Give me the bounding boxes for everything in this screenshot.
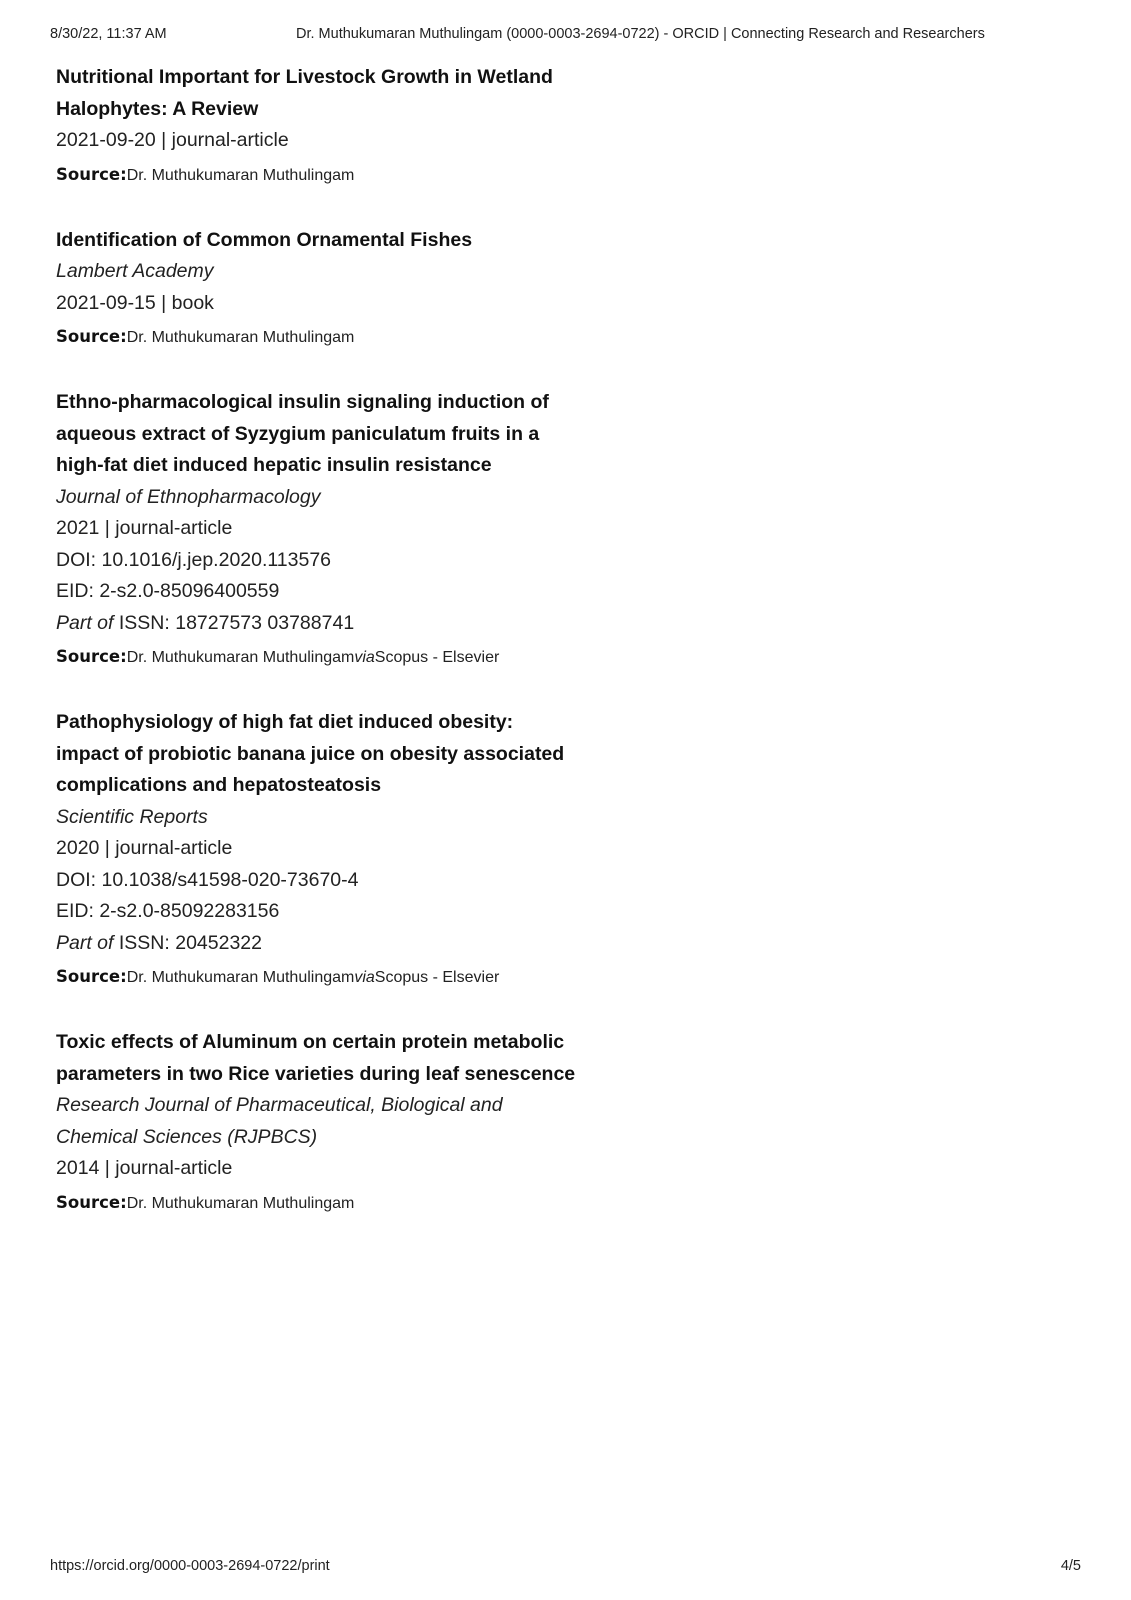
- work-source: [56, 643, 616, 672]
- work-title: [56, 387, 616, 482]
- work-title-line: complications and hepatosteatosis: [56, 774, 382, 796]
- work-journal-line: Scientific Reports: [56, 805, 208, 828]
- work-journal: [56, 1090, 616, 1153]
- via-source: Scopus - Elsevier: [374, 649, 500, 666]
- print-header: [50, 26, 1081, 46]
- works-list: [56, 62, 616, 1253]
- work-item: [56, 225, 616, 353]
- work-date-type: 2020 | journal-article: [56, 837, 233, 859]
- source-name: Dr. Muthukumaran Muthulingam: [126, 969, 355, 986]
- work-journal: [56, 256, 616, 288]
- work-source: [56, 1189, 616, 1218]
- work-title-line: Pathophysiology of high fat diet induced obesity:: [56, 711, 514, 733]
- source-label: Source:: [56, 967, 127, 986]
- part-of-label: Part of: [56, 931, 114, 954]
- via-source: Scopus - Elsevier: [374, 969, 500, 986]
- work-title: [56, 707, 616, 802]
- work-title: [56, 225, 616, 257]
- print-footer: [50, 1558, 1081, 1578]
- work-title-line: Nutritional Important for Livestock Growth in Wetland: [56, 66, 553, 88]
- work-issn: [56, 928, 616, 960]
- work-title-line: Toxic effects of Aluminum on certain protein metabolic: [56, 1031, 565, 1053]
- work-title-line: Identification of Common Ornamental Fishes: [56, 228, 473, 251]
- work-doi: DOI: 10.1038/s41598-020-73670-4: [56, 868, 359, 891]
- work-journal: [56, 482, 616, 514]
- work-date-type: 2021 | journal-article: [56, 517, 233, 539]
- work-journal-line: Lambert Academy: [56, 260, 214, 282]
- work-title-line: parameters in two Rice varieties during leaf senescence: [56, 1062, 576, 1085]
- work-source: [56, 161, 616, 190]
- work-item: [56, 62, 616, 190]
- work-title: [56, 62, 616, 125]
- page-number: 4/5: [1060, 1558, 1081, 1574]
- source-label: Source:: [56, 164, 127, 184]
- source-name: Dr. Muthukumaran Muthulingam: [126, 329, 355, 346]
- print-date: 8/30/22, 11:37 AM: [50, 26, 167, 42]
- work-journal-line: Journal of Ethnopharmacology: [56, 485, 321, 508]
- via-label: via: [354, 649, 375, 666]
- source-label: Source:: [56, 1192, 127, 1212]
- work-eid: EID: 2-s2.0-85096400559: [56, 580, 280, 602]
- part-of-label: Part of: [56, 611, 114, 634]
- work-journal-line: Research Journal of Pharmaceutical, Biological and: [56, 1094, 503, 1116]
- work-date-type: 2021-09-15 | book: [56, 291, 214, 314]
- work-doi: DOI: 10.1016/j.jep.2020.113576: [56, 548, 332, 571]
- work-item: [56, 1027, 616, 1218]
- work-title-line: Ethno-pharmacological insulin signaling induction of: [56, 391, 549, 413]
- source-label: Source:: [56, 327, 127, 346]
- work-source: [56, 963, 616, 992]
- work-title-line: aqueous extract of Syzygium paniculatum fruits in a: [56, 422, 540, 445]
- work-title-line: impact of probiotic banana juice on obesity associated: [56, 742, 565, 765]
- work-item: [56, 707, 616, 992]
- source-name: Dr. Muthukumaran Muthulingam: [126, 1194, 355, 1212]
- source-name: Dr. Muthukumaran Muthulingam: [126, 166, 355, 184]
- work-source: [56, 323, 616, 352]
- work-eid: EID: 2-s2.0-85092283156: [56, 900, 280, 922]
- issn-value: ISSN: 20452322: [118, 931, 262, 954]
- work-issn: [56, 608, 616, 640]
- work-title-line: Halophytes: A Review: [56, 97, 259, 120]
- work-title: [56, 1027, 616, 1090]
- work-journal: [56, 802, 616, 834]
- work-title-line: high-fat diet induced hepatic insulin resistance: [56, 454, 492, 476]
- source-name: Dr. Muthukumaran Muthulingam: [126, 649, 355, 666]
- work-date-type: 2014 | journal-article: [56, 1157, 233, 1179]
- work-date-type: 2021-09-20 | journal-article: [56, 129, 289, 151]
- print-url: https://orcid.org/0000-0003-2694-0722/print: [50, 1558, 330, 1574]
- via-label: via: [354, 969, 375, 986]
- print-page-title: Dr. Muthukumaran Muthulingam (0000-0003-2694-0722) - ORCID | Connecting Research and Researchers: [296, 26, 985, 42]
- work-item: [56, 387, 616, 672]
- work-journal-line: Chemical Sciences (RJPBCS): [56, 1125, 318, 1148]
- issn-value: ISSN: 18727573 03788741: [118, 611, 355, 634]
- source-label: Source:: [56, 647, 127, 666]
